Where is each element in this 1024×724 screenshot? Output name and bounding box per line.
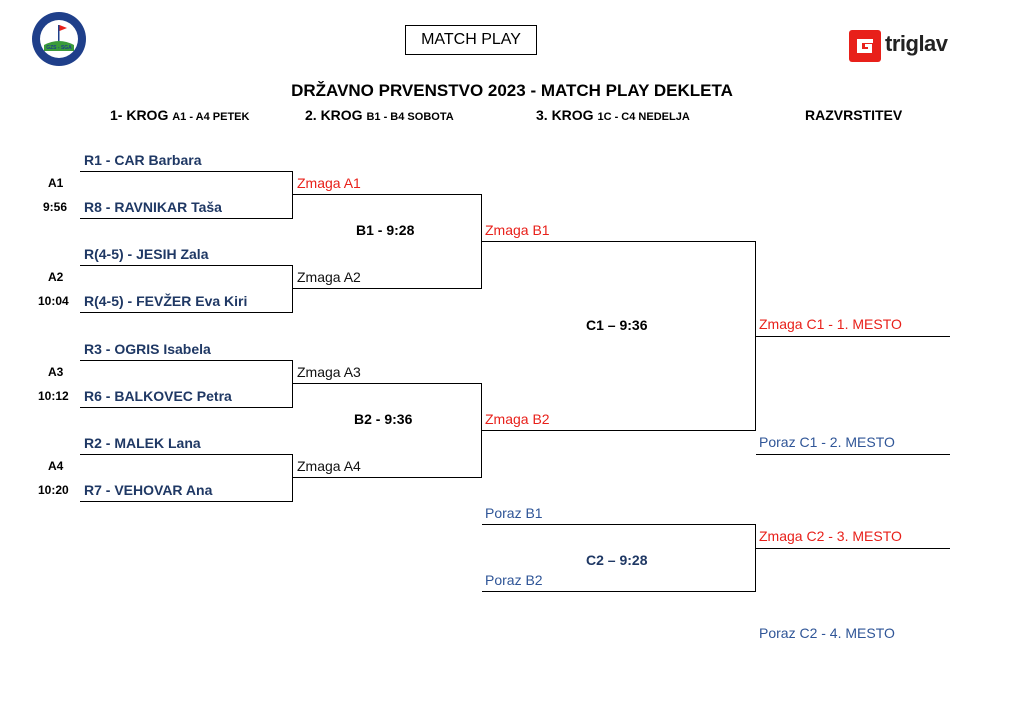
page-title: DRŽAVNO PRVENSTVO 2023 - MATCH PLAY DEKLETA [291, 81, 733, 100]
standings-header: RAZVRSTITEV [805, 107, 903, 123]
standing-third: Zmaga C2 - 3. MESTO [759, 528, 902, 544]
player-a1-2: R8 - RAVNIKAR Taša [84, 199, 222, 215]
slot-zmaga-b1: Zmaga B1 [485, 222, 550, 238]
bracket-line [80, 360, 293, 361]
round-2-header: 2. KROG B1 - B4 SOBOTA [305, 107, 454, 123]
game-label-c1: C1 – 9:36 [586, 317, 648, 333]
bracket-line [80, 501, 293, 502]
game-label-c2: C2 – 9:28 [586, 552, 648, 568]
player-a1-1: R1 - CAR Barbara [84, 152, 202, 168]
player-a2-1: R(4-5) - JESIH Zala [84, 246, 209, 262]
time-a3: 10:12 [38, 389, 69, 403]
bracket-line [756, 454, 950, 455]
game-label-a1: A1 [48, 176, 64, 190]
slot-zmaga-a3: Zmaga A3 [297, 364, 361, 380]
time-a2: 10:04 [38, 294, 69, 308]
bracket-line [293, 383, 482, 384]
bracket-line [80, 312, 293, 313]
game-label-a4: A4 [48, 459, 64, 473]
player-a4-2: R7 - VEHOVAR Ana [84, 482, 213, 498]
standing-second: Poraz C1 - 2. MESTO [759, 434, 895, 450]
association-logo [31, 11, 87, 67]
bracket-line [80, 171, 293, 172]
slot-zmaga-b2: Zmaga B2 [485, 411, 550, 427]
game-label-b2: B2 - 9:36 [354, 411, 413, 427]
bracket-line [80, 218, 293, 219]
round-1-header: 1- KROG A1 - A4 PETEK [110, 107, 250, 123]
bracket-line [293, 288, 482, 289]
standing-first: Zmaga C1 - 1. MESTO [759, 316, 902, 332]
player-a4-1: R2 - MALEK Lana [84, 435, 201, 451]
game-label-a2: A2 [48, 270, 64, 284]
player-a2-2: R(4-5) - FEVŽER Eva Kiri [84, 293, 248, 309]
match-play-box: MATCH PLAY [405, 25, 537, 55]
game-label-b1: B1 - 9:28 [356, 222, 415, 238]
bracket-line [80, 454, 293, 455]
bracket-line [482, 524, 756, 525]
svg-text:GZS - SGA: GZS - SGA [46, 45, 72, 51]
player-a3-2: R6 - BALKOVEC Petra [84, 388, 232, 404]
bracket-line [482, 591, 756, 592]
game-label-a3: A3 [48, 365, 64, 379]
triglav-mark-icon [849, 30, 881, 62]
bracket-line [482, 430, 756, 431]
time-a1: 9:56 [43, 200, 68, 214]
slot-poraz-b1: Poraz B1 [485, 505, 543, 521]
time-a4: 10:20 [38, 483, 69, 497]
bracket-line [482, 241, 756, 242]
slot-zmaga-a2: Zmaga A2 [297, 269, 361, 285]
sponsor-logo [849, 30, 959, 64]
standing-fourth: Poraz C2 - 4. MESTO [759, 625, 895, 641]
bracket-line [293, 194, 482, 195]
round-3-header: 3. KROG 1C - C4 NEDELJA [536, 107, 690, 123]
bracket-line [756, 336, 950, 337]
bracket-line [80, 407, 293, 408]
bracket-line [755, 524, 756, 591]
slot-poraz-b2: Poraz B2 [485, 572, 543, 588]
slot-zmaga-a1: Zmaga A1 [297, 175, 361, 191]
bracket-line [756, 548, 950, 549]
bracket-line [293, 477, 482, 478]
slot-zmaga-a4: Zmaga A4 [297, 458, 361, 474]
bracket-line [80, 265, 293, 266]
sponsor-name: triglav [885, 31, 948, 56]
player-a3-1: R3 - OGRIS Isabela [84, 341, 211, 357]
